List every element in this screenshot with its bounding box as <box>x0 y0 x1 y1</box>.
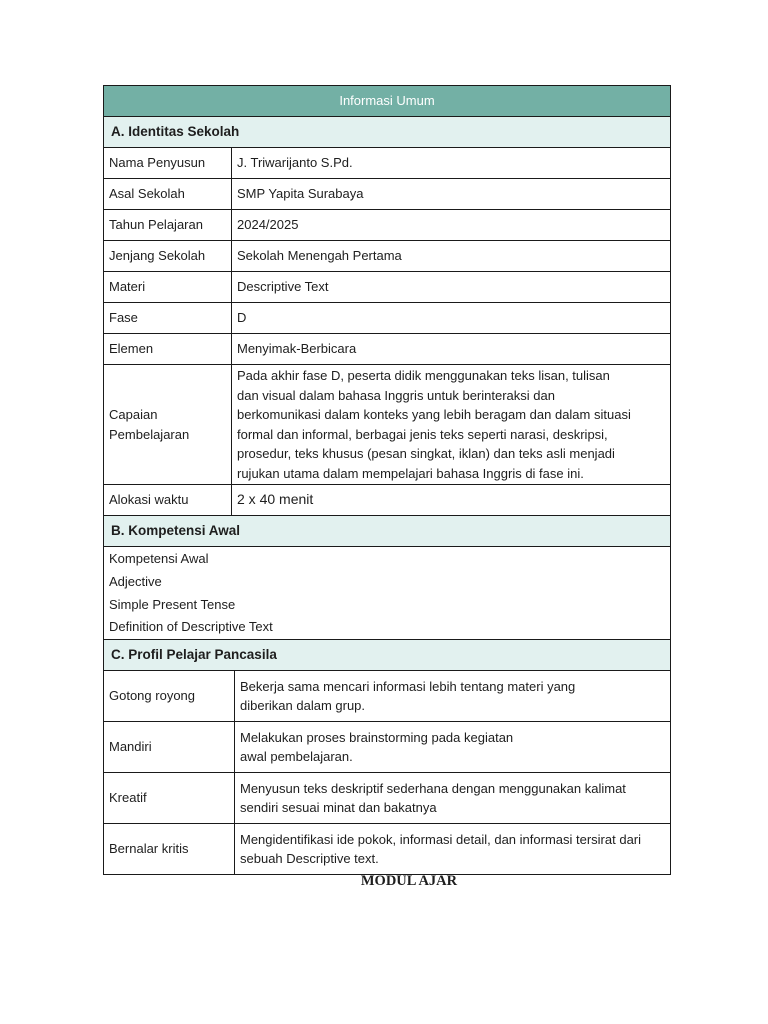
table-header: Informasi Umum <box>104 86 671 117</box>
capaian-label-line: Pembelajaran <box>109 426 190 442</box>
alokasi-value: 2 x 40 menit <box>232 485 671 516</box>
profil-line: Mengidentifikasi ide pokok, informasi detail, dan informasi tersirat dari <box>240 831 642 847</box>
row-value: SMP Yapita Surabaya <box>232 179 671 210</box>
row-value: D <box>232 303 671 334</box>
profil-line: awal pembelajaran. <box>240 749 353 765</box>
profil-value <box>235 773 671 824</box>
document-page <box>103 85 670 875</box>
row-label: Elemen <box>104 334 232 365</box>
table-row <box>104 210 671 241</box>
table-row <box>104 334 671 365</box>
capaian-line: formal dan informal, berbagai jenis teks seperti narasi, deskripsi, <box>237 426 608 442</box>
competency-list <box>104 547 671 640</box>
profil-label: Bernalar kritis <box>104 824 235 875</box>
capaian-value <box>232 365 671 485</box>
table-row <box>104 722 671 773</box>
row-value: Descriptive Text <box>232 272 671 303</box>
table-row <box>104 241 671 272</box>
profil-line: Menyusun teks deskriptif sederhana dengan menggunakan kalimat <box>240 780 626 796</box>
row-value: Sekolah Menengah Pertama <box>232 241 671 272</box>
list-item: Adjective <box>109 573 162 589</box>
row-value: 2024/2025 <box>232 210 671 241</box>
capaian-line: prosedur, teks khusus (pesan singkat, iklan) dan teks asli menjadi <box>237 446 615 461</box>
table-row-alokasi <box>104 485 671 516</box>
profil-label: Mandiri <box>104 722 235 773</box>
table-row <box>104 824 671 875</box>
row-value: Menyimak-Berbicara <box>232 334 671 365</box>
info-table-main <box>103 85 671 671</box>
capaian-line: berkomunikasi dalam konteks yang lebih beragam dan dalam situasi <box>237 407 631 422</box>
info-table-profil <box>103 670 671 875</box>
section-a-title: A. Identitas Sekolah <box>104 117 671 148</box>
row-label: Nama Penyusun <box>104 148 232 179</box>
capaian-line: dan visual dalam bahasa Inggris untuk berinteraksi dan <box>237 387 555 403</box>
profil-line: sebuah Descriptive text. <box>240 851 379 867</box>
section-c-title: C. Profil Pelajar Pancasila <box>104 640 671 671</box>
table-row <box>104 148 671 179</box>
row-label: Fase <box>104 303 232 334</box>
list-item: Kompetensi Awal <box>109 551 209 566</box>
profil-line: Bekerja sama mencari informasi lebih tentang materi yang <box>240 678 576 694</box>
row-value: J. Triwarijanto S.Pd. <box>232 148 671 179</box>
table-row-capaian <box>104 365 671 485</box>
profil-label: Kreatif <box>104 773 235 824</box>
row-label: Materi <box>104 272 232 303</box>
profil-value <box>235 722 671 773</box>
profil-line: sendiri sesuai minat dan bakatnya <box>240 800 437 816</box>
section-b-title: B. Kompetensi Awal <box>104 516 671 547</box>
table-row <box>104 303 671 334</box>
table-row <box>104 671 671 722</box>
row-label: Tahun Pelajaran <box>104 210 232 241</box>
capaian-label <box>104 365 232 485</box>
profil-value <box>235 824 671 875</box>
capaian-line: rujukan utama dalam mempelajari bahasa Inggris di fase ini. <box>237 465 584 481</box>
capaian-label-line: Capaian <box>109 407 158 422</box>
list-item: Definition of Descriptive Text <box>109 619 273 635</box>
list-item: Simple Present Tense <box>109 596 236 612</box>
document-title: MODUL AJAR <box>360 873 458 889</box>
table-row <box>104 773 671 824</box>
profil-line: Melakukan proses brainstorming pada kegiatan <box>240 729 514 745</box>
capaian-line: Pada akhir fase D, peserta didik menggunakan teks lisan, tulisan <box>237 368 610 383</box>
row-label: Jenjang Sekolah <box>104 241 232 272</box>
profil-value <box>235 671 671 722</box>
competency-list-row <box>104 547 671 640</box>
alokasi-label: Alokasi waktu <box>104 485 232 516</box>
row-label: Asal Sekolah <box>104 179 232 210</box>
profil-line: diberikan dalam grup. <box>240 698 366 714</box>
table-row <box>104 272 671 303</box>
table-row <box>104 179 671 210</box>
profil-label: Gotong royong <box>104 671 235 722</box>
